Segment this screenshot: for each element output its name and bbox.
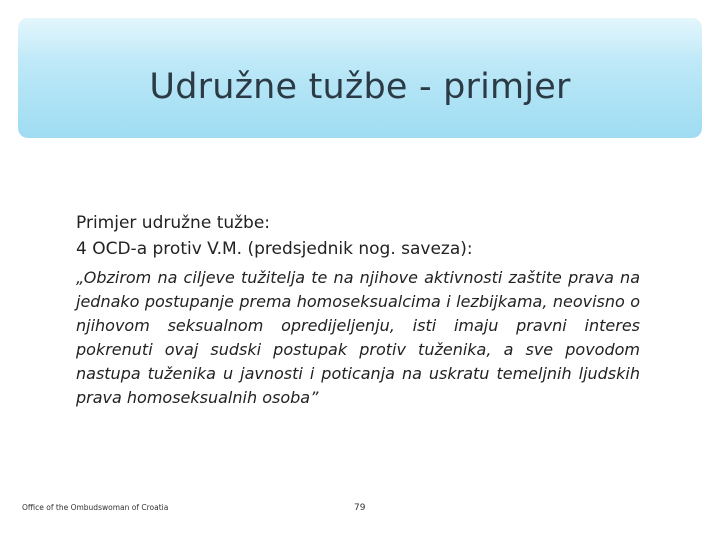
slide-body: [76, 210, 640, 410]
body-line-parties: 4 OCD-a protiv V.M. (predsjednik nog. saveza):: [76, 239, 473, 259]
body-quote: „Obzirom na ciljeve tužitelja te na njihove aktivnosti zaštite prava na jednako postupanje prema homoseksualcima i lezbijkama, neovisno o njihovom seksualnom opredijeljenju, isti imaju pravni interes pokrenuti ovaj sudski postupak protiv tuženika, a sve povodom nastupa tuženika u javnosti i poticanja na uskratu temeljnih ljudskih prava homoseksualnih osoba”: [76, 268, 640, 407]
title-banner: [18, 18, 702, 138]
slide-title: Udružne tužbe - primjer: [149, 67, 571, 107]
footer-organization: Office of the Ombudswoman of Croatia: [22, 503, 169, 512]
page-number: 79: [354, 503, 366, 513]
body-line-intro: Primjer udružne tužbe:: [76, 213, 271, 233]
